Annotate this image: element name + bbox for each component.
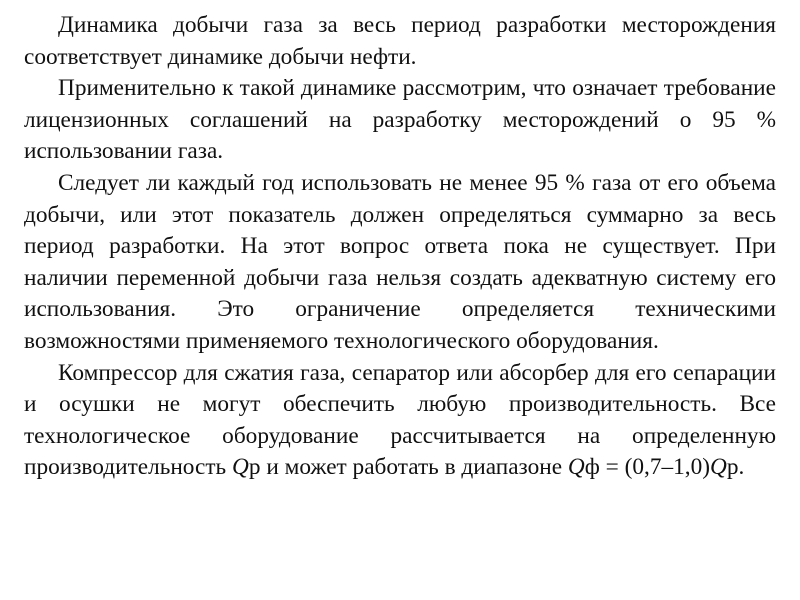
document-page (24, 10, 776, 484)
formula-q-symbol: Q (710, 454, 727, 481)
paragraph-4-text-end: р. (726, 454, 745, 481)
paragraph-4-text-mid1: р и может работать в диапазоне (248, 454, 568, 481)
formula-q-symbol: Q (567, 454, 585, 481)
paragraph-2: Применительно к такой динамике рассмотрим, что означает требование лицензионных соглашений на разработку месторождений о 95 % использовании газа. (24, 75, 776, 165)
formula-q-symbol: Q (232, 454, 249, 481)
paragraph-4 (24, 358, 776, 484)
paragraph-4-text-before: Компрессор для сжатия газа, сепаратор или абсорбер для его сепарации и осушки не могут обеспечить любую производительность. Все технологическое оборудование рассчитывается на определенную производительность (24, 359, 776, 481)
paragraph-4-text-mid2: ф = (0,7–1,0) (584, 454, 711, 481)
paragraph-1: Динамика добычи газа за весь период разработки месторождения соответствует динамике добычи нефти. (24, 12, 776, 70)
paragraph-3: Следует ли каждый год использовать не менее 95 % газа от его объема добычи, или этот показатель должен определяться суммарно за весь период разработки. На этот вопрос ответа пока не существует. При наличии переменной добычи газа нельзя создать адекватную систему его использования. Это ограничение определяется техническими возможностями применяемого технологического оборудования. (24, 169, 776, 354)
